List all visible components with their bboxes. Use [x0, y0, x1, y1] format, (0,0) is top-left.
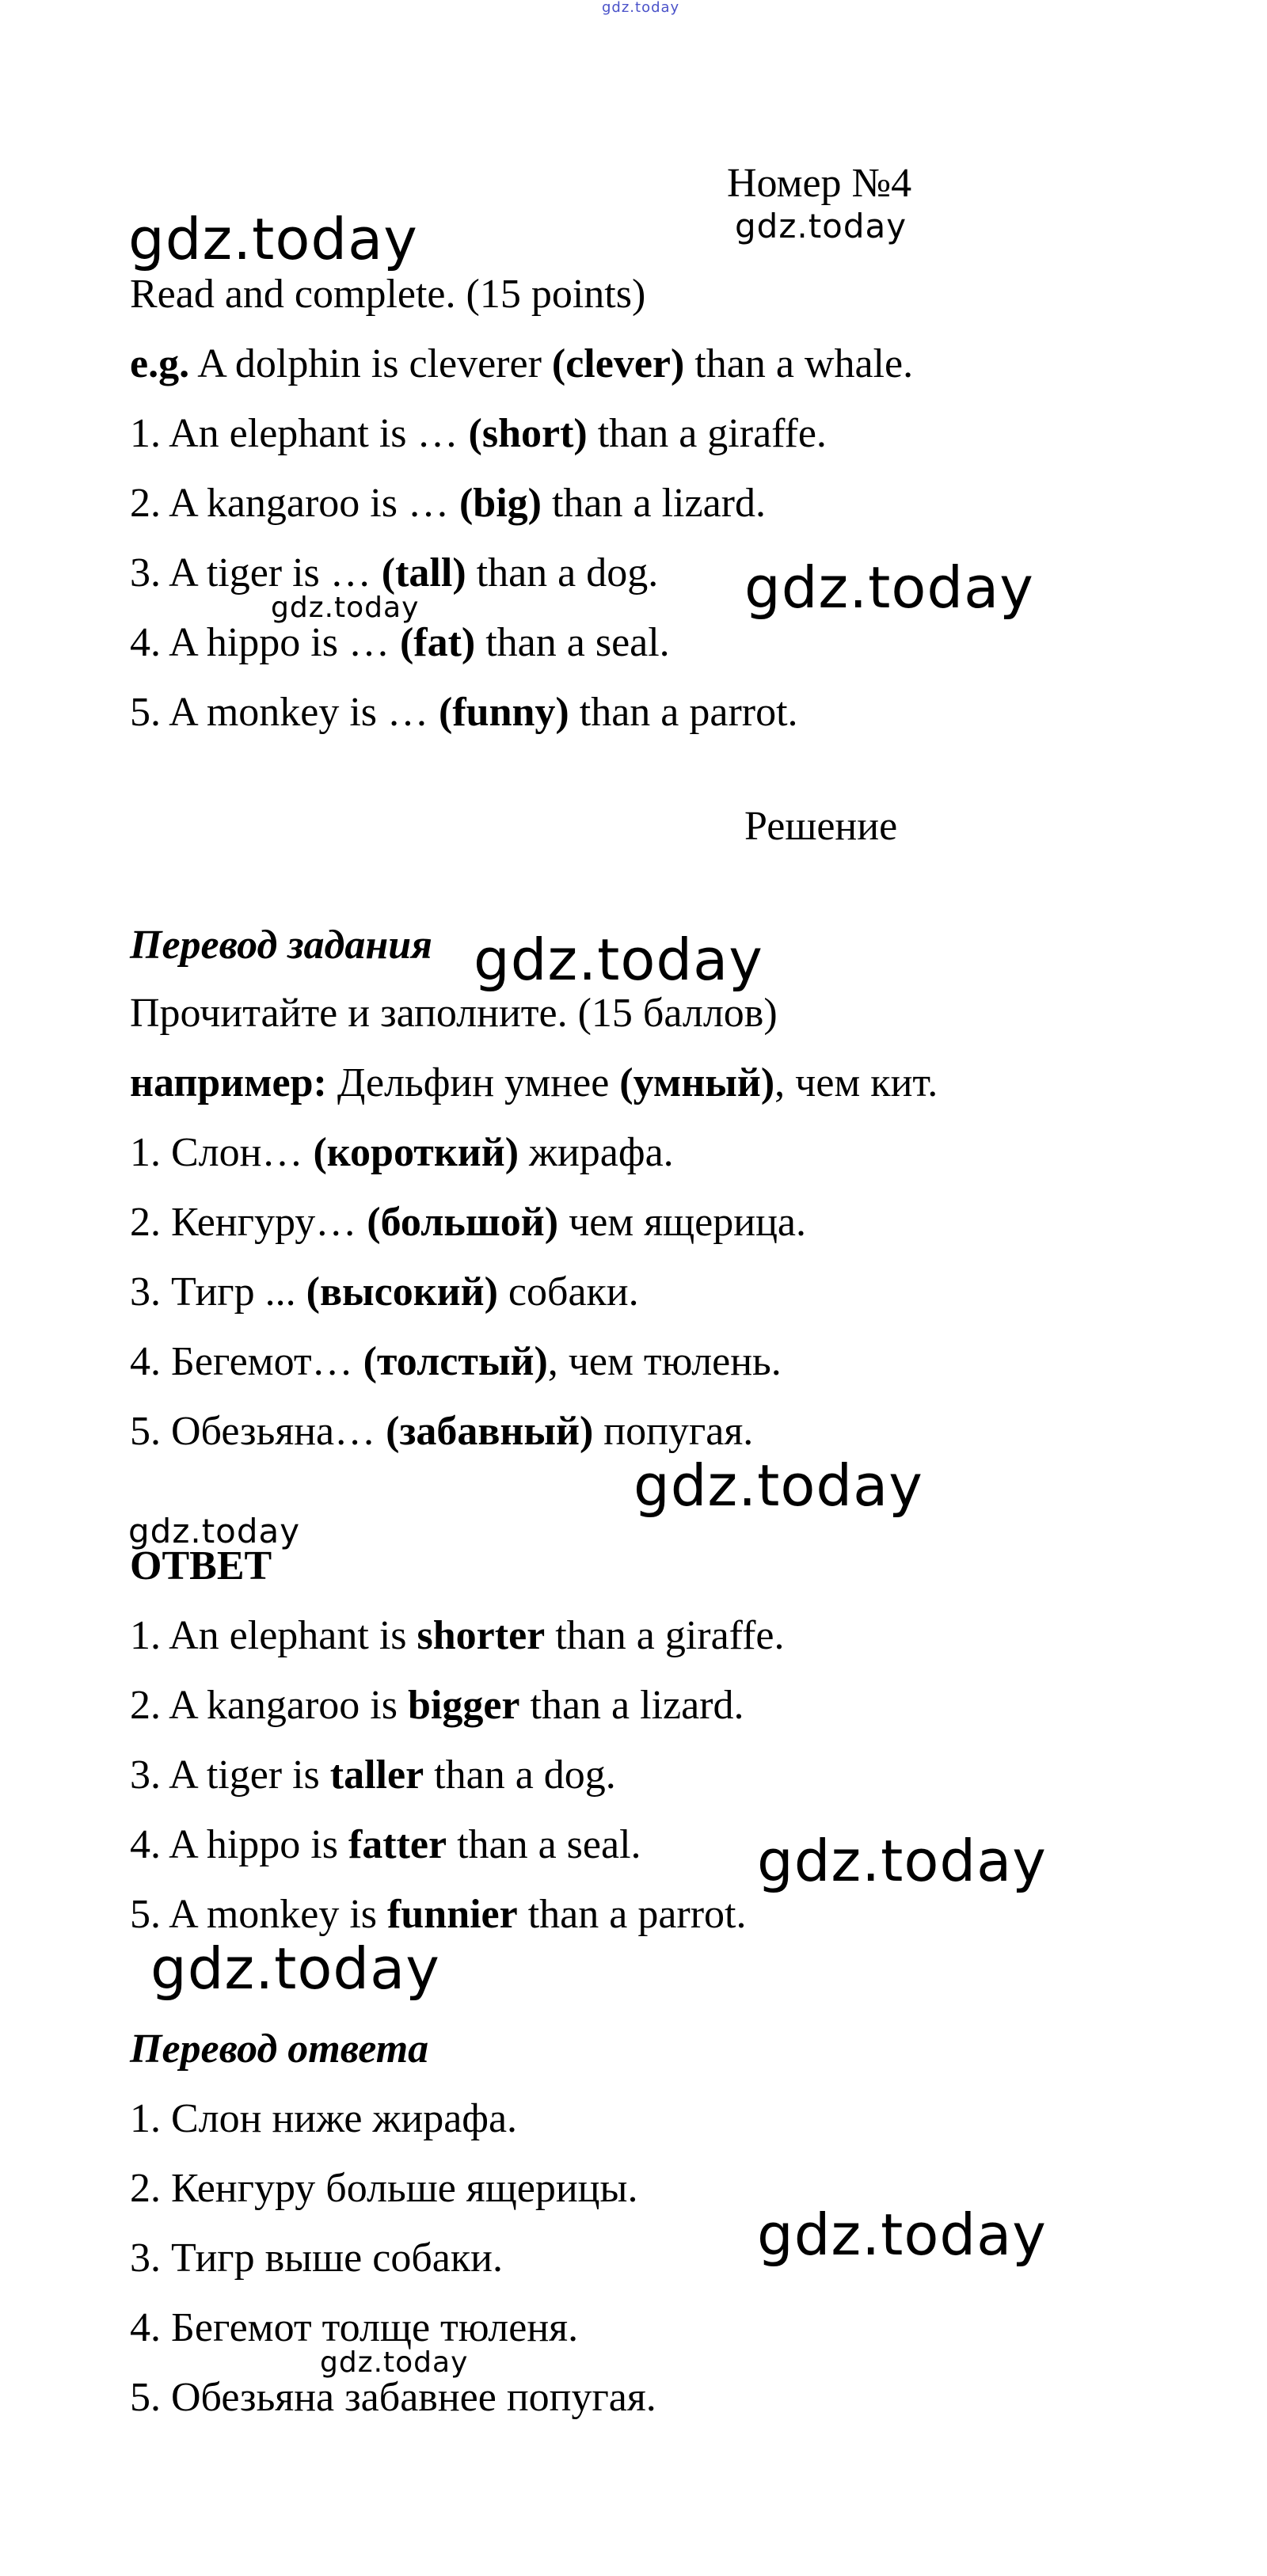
watermark: gdz.today	[271, 592, 420, 624]
watermark: gdz.today	[150, 1935, 440, 2002]
task-translation-item: 5. Обезьяна… (забавный) попугая.	[130, 1409, 754, 1454]
answer-item: 2. A kangaroo is bigger than a lizard.	[130, 1683, 744, 1728]
answer-item: 4. A hippo is fatter than a seal.	[130, 1822, 641, 1867]
answer-heading: ОТВЕТ	[130, 1543, 272, 1589]
answer-item: 1. An elephant is shorter than a giraffe.	[130, 1613, 785, 1658]
task-translation-item: 3. Тигр ... (высокий) собаки.	[130, 1269, 639, 1315]
task-item: 4. A hippo is … (fat) than a seal.	[130, 620, 670, 665]
task-translation-item: 1. Слон… (короткий) жирафа.	[130, 1130, 674, 1175]
answer-translation-item: 4. Бегемот толще тюленя.	[130, 2305, 579, 2350]
answer-translation-item: 1. Слон ниже жирафа.	[130, 2096, 518, 2141]
answer-translation-item: 5. Обезьяна забавнее попугая.	[130, 2375, 656, 2420]
watermark: gdz.today	[474, 927, 763, 993]
task-translation-instruction: Прочитайте и заполните. (15 баллов)	[130, 991, 778, 1036]
answer-translation-heading: Перевод ответа	[130, 2026, 429, 2072]
task-item: 1. An elephant is … (short) than a giraffe.	[130, 411, 827, 456]
answer-item: 3. A tiger is taller than a dog.	[130, 1752, 616, 1798]
task-translation-item: 2. Кенгуру… (большой) чем ящерица.	[130, 1200, 806, 1245]
answer-translation-item: 2. Кенгуру больше ящерицы.	[130, 2166, 638, 2211]
solution-label: Решение	[744, 804, 898, 849]
task-item: 5. A monkey is … (funny) than a parrot.	[130, 690, 798, 735]
task-example: e.g. A dolphin is cleverer (clever) than a whale.	[130, 341, 914, 386]
watermark-top: gdz.today	[602, 0, 680, 16]
task-number-title: Номер №4	[727, 161, 912, 206]
watermark: gdz.today	[757, 2201, 1047, 2268]
watermark: gdz.today	[634, 1452, 923, 1519]
watermark: gdz.today	[320, 2346, 469, 2379]
watermark: gdz.today	[757, 1828, 1047, 1894]
watermark: gdz.today	[744, 554, 1034, 621]
answer-item: 5. A monkey is funnier than a parrot.	[130, 1892, 747, 1937]
watermark: gdz.today	[128, 206, 418, 272]
task-translation-heading: Перевод задания	[130, 923, 432, 968]
task-item: 3. A tiger is … (tall) than a dog.	[130, 550, 659, 595]
watermark: gdz.today	[735, 207, 907, 245]
task-item: 2. A kangaroo is … (big) than a lizard.	[130, 481, 766, 526]
watermark: gdz.today	[128, 1512, 301, 1551]
task-instruction: Read and complete. (15 points)	[130, 272, 646, 317]
task-translation-example: например: Дельфин умнее (умный), чем кит.	[130, 1060, 938, 1105]
answer-translation-item: 3. Тигр выше собаки.	[130, 2235, 503, 2281]
task-translation-item: 4. Бегемот… (толстый), чем тюлень.	[130, 1339, 782, 1384]
